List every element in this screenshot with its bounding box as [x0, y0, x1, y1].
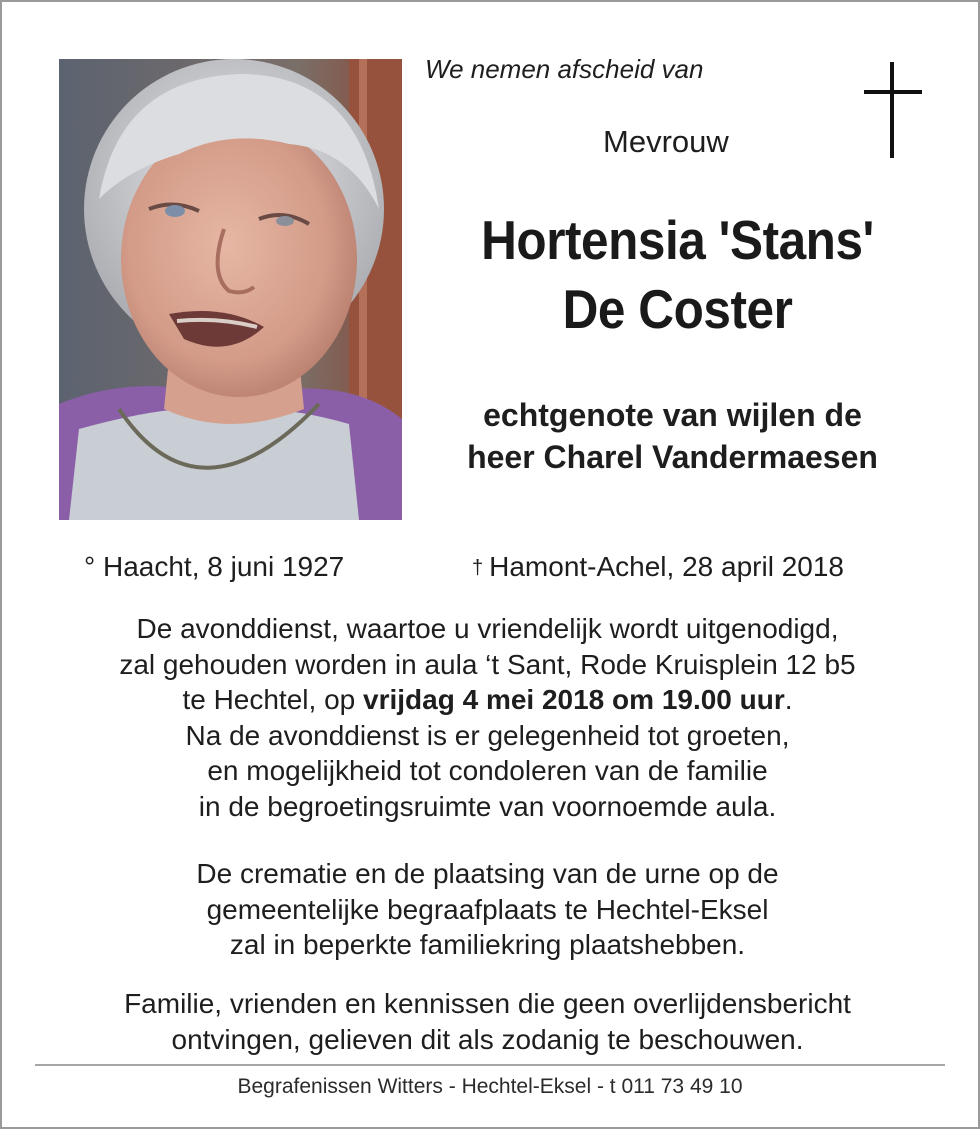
- service-line-3-suffix: .: [784, 684, 793, 715]
- service-line-2: zal gehouden worden in aula ‘t Sant, Rode Kruisplein 12 b5: [119, 648, 856, 680]
- service-paragraph: [40, 611, 935, 824]
- divider: [35, 1064, 945, 1066]
- cremation-line-1: De crematie en de plaatsing van de urne op de: [196, 858, 779, 889]
- closing-paragraph: [40, 986, 935, 1057]
- service-line-4: Na de avonddienst is er gelegenheid tot groeten,: [185, 719, 790, 751]
- service-date-time: vrijdag 4 mei 2018 om 19.00 uur: [363, 684, 785, 715]
- name-line-2: De Coster: [562, 278, 793, 340]
- cremation-line-2: gemeentelijke begraafplaats te Hechtel-Eksel: [206, 893, 769, 925]
- closing-line-2: ontvingen, gelieven dit als zodanig te beschouwen.: [171, 1023, 804, 1055]
- closing-line-1: Familie, vrienden en kennissen die geen overlijdensbericht: [124, 988, 851, 1019]
- service-line-3: [40, 682, 935, 718]
- deceased-name: [455, 206, 901, 344]
- death-date-text: Hamont-Achel, 28 april 2018: [489, 551, 844, 582]
- name-line-1: Hortensia 'Stans': [481, 209, 874, 271]
- cremation-paragraph: [40, 856, 935, 963]
- small-cross-icon: †: [472, 557, 484, 579]
- service-line-6: in de begroetingsruimte van voornoemde aula.: [198, 790, 777, 822]
- service-line-5: en mogelijkheid tot condoleren van de familie: [207, 755, 768, 786]
- portrait-illustration: [59, 59, 402, 520]
- funeral-home-footer: Begrafenissen Witters - Hechtel-Eksel - t 011 73 49 10: [237, 1075, 743, 1098]
- cremation-line-3: zal in beperkte familiekring plaatshebben.: [229, 929, 746, 960]
- portrait-photo: [59, 59, 402, 520]
- spouse-line-1: echtgenote van wijlen de: [483, 397, 862, 433]
- honorific: Mevrouw: [603, 124, 729, 159]
- spouse-description: [420, 394, 925, 478]
- death-date: [472, 551, 844, 583]
- service-line-1: De avonddienst, waartoe u vriendelijk wordt uitgenodigd,: [136, 613, 839, 644]
- intro-text: We nemen afscheid van: [425, 54, 704, 84]
- service-line-3-prefix: te Hechtel, op: [182, 684, 363, 715]
- cross-icon: [864, 62, 922, 163]
- birth-date: ° Haacht, 8 juni 1927: [84, 551, 345, 582]
- spouse-line-2: heer Charel Vandermaesen: [467, 439, 878, 475]
